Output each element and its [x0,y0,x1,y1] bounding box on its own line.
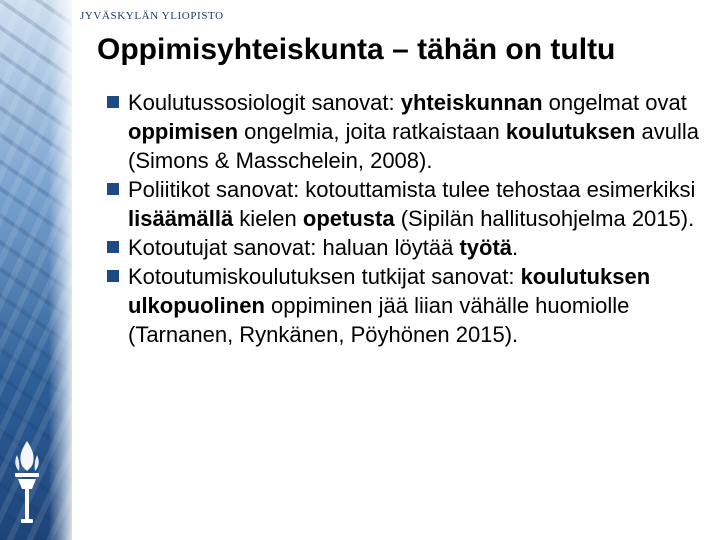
bullet-text-segment: . [512,235,519,260]
bullet-text-emphasis: yhteiskunnan [400,90,543,115]
bullet-text-emphasis: koulutuksen [505,119,636,144]
bullet-text-emphasis: oppimisen [128,119,239,144]
bullet-text [128,90,699,173]
slide-title: Oppimisyhteiskunta – tähän on tultu [97,33,616,66]
decorative-side-band [0,0,72,540]
bullet-text-segment: (Sipilän hallitusohjelma 2015). [394,206,695,231]
square-bullet-icon [107,241,119,253]
bullet-text [128,264,650,347]
bullet-text-segment: ongelmia, joita ratkaistaan [238,119,506,144]
bullet-text-segment: avulla (Simons & Masschelein, 2008). [128,119,700,173]
bullet-text-segment: Kotoutujat sanovat: haluan löytää [128,235,460,260]
square-bullet-icon [107,183,119,195]
band-fade [49,0,72,540]
bullet-text-segment: Poliitikot sanovat: kotouttamista tulee tehostaa esimerkiksi [128,177,696,202]
bullet-text-emphasis: työtä [459,235,513,260]
bullet-text-segment: ongelmat ovat [542,90,687,115]
bullet-text-emphasis: lisäämällä [128,206,234,231]
bullet-list [104,88,704,349]
square-bullet-icon [107,270,119,282]
university-name: JYVÄSKYLÄN YLIOPISTO [80,10,224,22]
bullet-text [128,235,518,260]
bullet-item [104,233,704,262]
bullet-item [104,88,704,175]
bullet-text [128,177,695,231]
torch-logo-icon [9,437,45,527]
bullet-text-segment: oppiminen jää liian vähälle huomiolle (Tarnanen, Rynkänen, Pöyhönen 2015). [128,293,630,347]
bullet-text-emphasis: koulutuksen ulkopuolinen [128,264,651,318]
bullet-item [104,262,704,349]
bullet-text-segment: Kotoutumiskoulutuksen tutkijat sanovat: [128,264,521,289]
bullet-text-segment: Koulutussosiologit sanovat: [128,90,401,115]
bullet-item [104,175,704,233]
square-bullet-icon [107,96,119,108]
bullet-text-segment: kielen [233,206,303,231]
bullet-text-emphasis: opetusta [302,206,395,231]
